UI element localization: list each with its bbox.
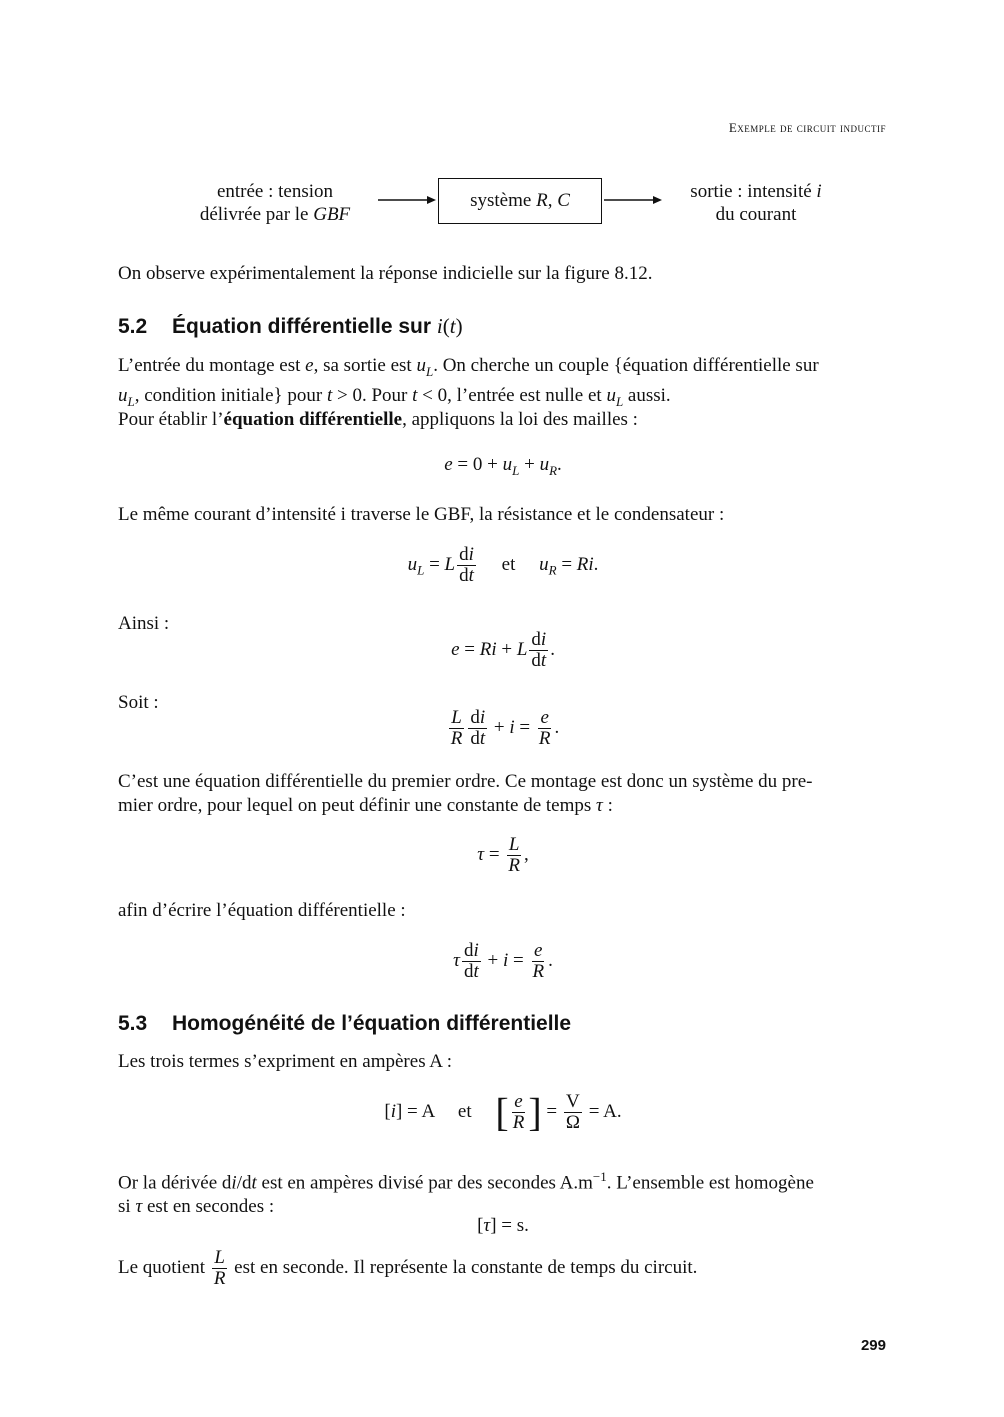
section-heading-5-2 (118, 314, 463, 339)
running-title: Exemple de circuit inductif (728, 120, 886, 135)
paragraph-derivee: Or la dérivée di/dt est en ampères divisé par des secondes $A.m^{-1}$. L’ensemble est homogène si τ est en secondes : (118, 1169, 814, 1218)
equation-tau: τ = $\frac{L}{R}$ , (477, 834, 529, 876)
equation-soit: $\frac{L}{R}$ $\frac{di}{dt}$ + i = $\frac{e}{R}$ . (450, 707, 560, 749)
section-title: Homogénéité de l’équation différentielle (172, 1012, 572, 1035)
diagram-arrow-in (376, 193, 442, 207)
paragraph-entree-sortie: L’entrée du montage est e, sa sortie est $u_L$. On cherche un couple {équation différentielle sur $u_L$, condition initiale} pour t > 0. Pour t < 0, l’entrée est nulle et $u_L$ aussi. (118, 355, 819, 409)
section-title: Équation différentielle sur i(t) (172, 314, 463, 338)
section-heading-5-3 (118, 1012, 571, 1036)
diagram-input-label: entrée : tension délivrée par le GBF (199, 181, 351, 225)
running-header (0, 120, 886, 136)
section-number: 5.2 (118, 315, 148, 338)
page-number: 299 (860, 1337, 886, 1354)
equation-mailles: $e = 0 + u_L + u_R$. (444, 454, 562, 478)
intro-paragraph: On observe expérimentalement la réponse indicielle sur la figure 8.12. (118, 263, 653, 284)
paragraph-quotient: Le quotient $\frac{L}{R}$ est en seconde. Il représente la constante de temps du circuit. (118, 1247, 698, 1289)
paragraph-premier-ordre: C’est une équation différentielle du premier ordre. Ce montage est donc un système du pre- mier ordre, pour lequel on peut définir une constante de temps τ : (118, 771, 813, 816)
section-number: 5.3 (118, 1012, 148, 1035)
equation-dimensions: [i] = A et [ $\frac{e}{R}$ ] = $\frac{V}{\Omega}$ = A. (384, 1089, 622, 1135)
label-soit: Soit : (118, 692, 159, 713)
equation-tau-unite: [τ] = s. (477, 1215, 529, 1236)
equation-tau-differentielle: τ $\frac{di}{dt}$ + i = $\frac{e}{R}$ . (453, 940, 553, 982)
diagram-system-box: système R, C (438, 178, 602, 224)
equation-ainsi: e = Ri + L $\frac{di}{dt}$ . (451, 629, 555, 671)
paragraph-afin: afin d’écrire l’équation différentielle : (118, 900, 406, 921)
paragraph-trois-termes: Les trois termes s’expriment en ampères A : (118, 1051, 452, 1072)
label-ainsi: Ainsi : (118, 613, 170, 634)
diagram-output-label: sortie : intensité i du courant (690, 181, 822, 225)
paragraph-meme-courant: Le même courant d’intensité i traverse le GBF, la résistance et le condensateur : (118, 504, 725, 525)
diagram-arrow-out (602, 193, 668, 207)
paragraph-loi-mailles: Pour établir l’équation différentielle, appliquons la loi des mailles : (118, 409, 638, 430)
equation-tensions: $u_L = L$ $\frac{di}{dt}$ et $u_R = Ri$. (407, 544, 599, 586)
